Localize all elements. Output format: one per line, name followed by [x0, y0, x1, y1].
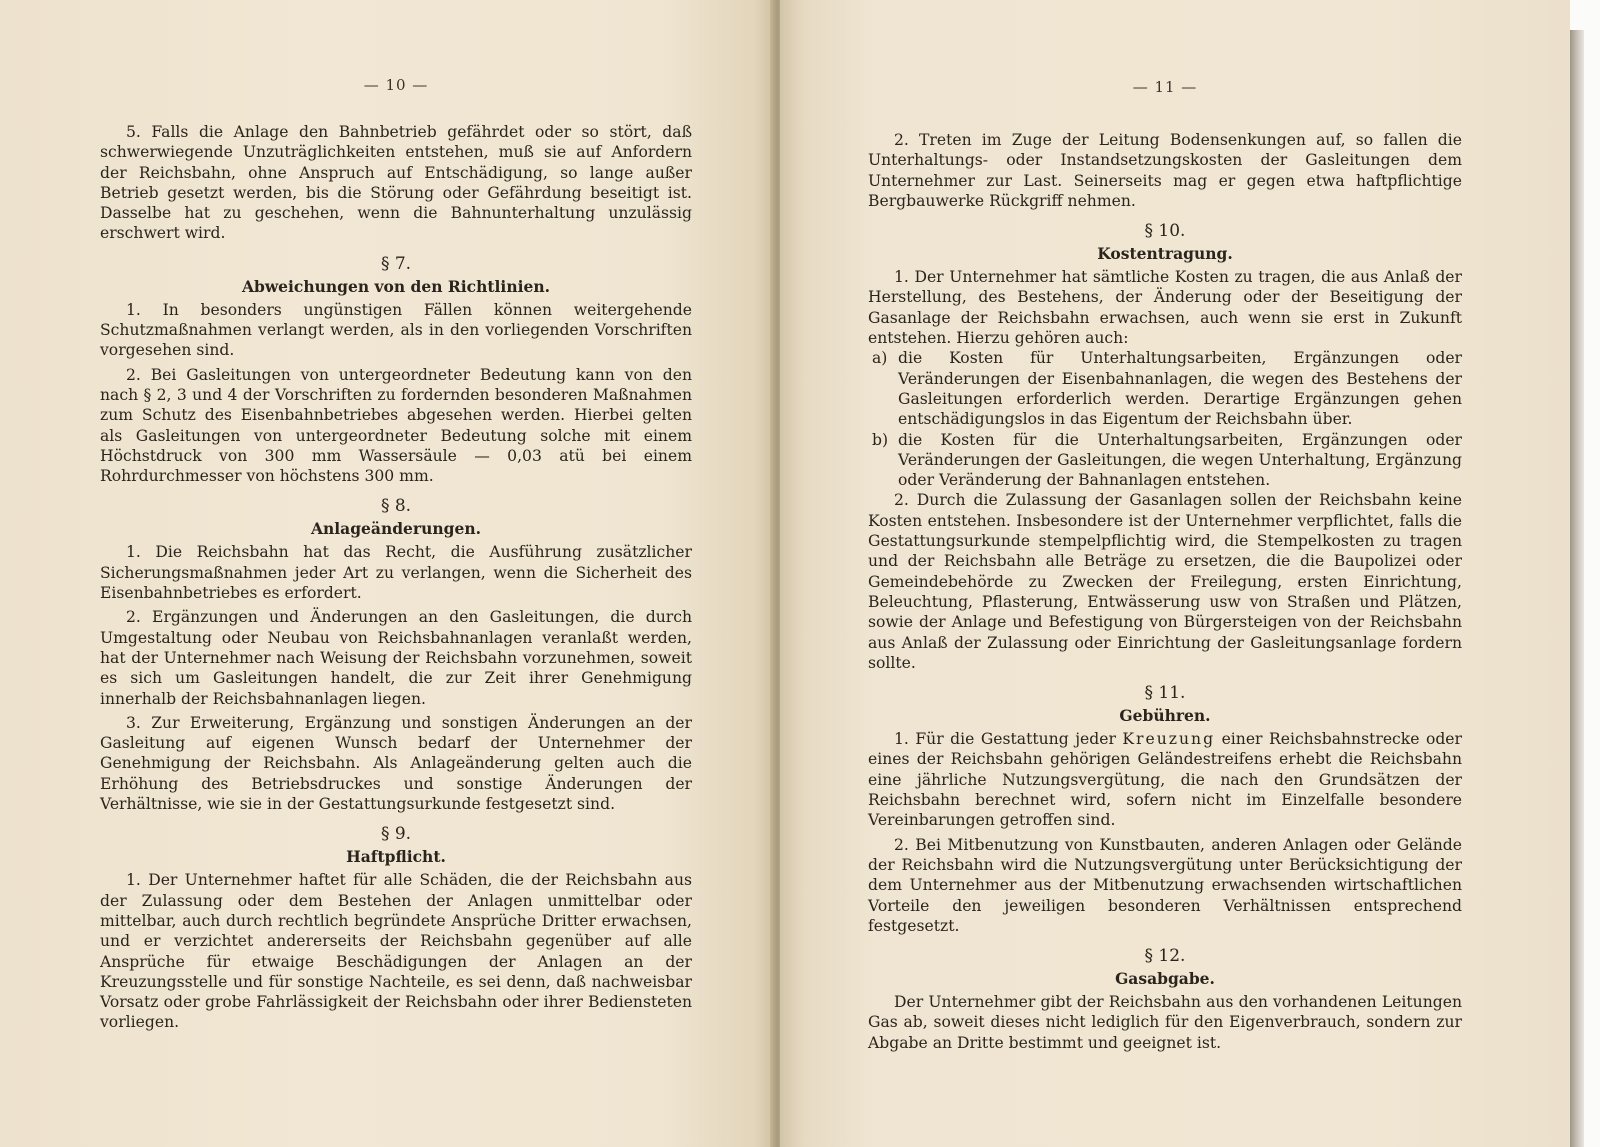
paragraph: 2. Bei Gasleitungen von untergeordneter Bedeutung kann von den nach § 2, 3 und 4 der Vorschriften zu fordernden besonderen Maßnahmen zum Schutz des Eisenbahnbetriebes abgesehen werden. Hierbei gelten als Gasleitungen von untergeordneter Bedeutung solche mit einem Höchstdruck von 300 mm Wassersäule — 0,03 atü bei einem Rohrdurchmesser von höchstens 300 mm. — [100, 365, 692, 486]
paragraph: Der Unternehmer gibt der Reichsbahn aus den vorhandenen Leitungen Gas ab, soweit dieses nicht lediglich für den Eigenverbrauch, sondern zur Abgabe an Dritte bestimmt und geeignet ist. — [868, 993, 1462, 1052]
list-label: b) — [872, 430, 889, 449]
section-number: § 11. — [1144, 683, 1186, 704]
paragraph-text: 1. Für die Gestattung jeder — [894, 730, 1123, 749]
paragraph: 1. Der Unternehmer haftet für alle Schäden, die der Reichsbahn aus der Zulassung oder dem Bestehen der Anlagen unmittelbar oder mittelbar, auch durch rechtlich begründete Ansprüche Dritter erwachsen, und er verzichtet andererseits der Reichsbahn gegenüber auf alle Ansprüche für etwaige Beschädigungen der Anlagen an der Kreuzungsstelle und für sonstige Nachteile, es sei denn, daß nachweisbar Vorsatz oder grobe Fahrlässigkeit der Reichsbahn oder ihrer Bediensteten vorliegen. — [100, 871, 692, 1032]
list-text: die Kosten für die Unterhaltungsarbeiten, Ergänzungen oder Veränderungen der Gasleitungen, die wegen Unterhaltung, Ergänzung oder Veränderung der Bahnanlagen entstehen. — [898, 430, 1462, 490]
page-number: — 10 — — [363, 76, 429, 94]
left-page — [0, 0, 778, 1147]
section-number: § 10. — [1144, 221, 1186, 242]
list-label: a) — [872, 349, 888, 368]
list-item — [868, 348, 1462, 429]
paragraph: 1. Die Reichsbahn hat das Recht, die Ausführung zusätzlicher Sicherungsmaßnahmen jeder Art zu verlangen, wenn die Sicherheit des Eisenbahnbetriebes es erfordert. — [100, 543, 692, 603]
list-item — [868, 430, 1462, 491]
section-title: Anlageänderungen. — [310, 519, 481, 539]
paragraph: 3. Zur Erweiterung, Ergänzung und sonstigen Änderungen an der Gasleitung auf eigenen Wunsch bedarf der Unternehmer der Genehmigung der Reichsbahn. Als Anlageänderung gelten auch die Erhöhung des Betriebsdruckes und sonstige Änderungen der Verhältnisse, wie sie in der Gestattungsurkunde festgesetzt sind. — [100, 713, 692, 814]
paragraph-text: einer Reichsbahnstrecke oder eines der Reichsbahn gehörigen Geländestreifens erhebt die Reichsbahn eine jährliche Nutzungsvergütung, die nach den Grundsätzen der Reichsbahn berechnet wird, sofern nicht im Einzelfalle besondere Vereinbarungen getroffen sind. — [868, 730, 1462, 830]
paragraph: 1. In besonders ungünstigen Fällen können weitergehende Schutzmaßnahmen verlangt werden, als in den vorliegenden Vorschriften vorgesehen sind. — [100, 300, 692, 360]
section-title: Abweichungen von den Richtlinien. — [241, 276, 551, 296]
paragraph: 1. Der Unternehmer hat sämtliche Kosten zu tragen, die aus Anlaß der Herstellung, des Bestehens, der Änderung oder der Beseitigung der Gasanlage der Reichsbahn erwachsen, auch wenn sie erst in Zukunft entstehen. Hierzu gehören auch: — [868, 268, 1462, 348]
paragraph: 5. Falls die Anlage den Bahnbetrieb gefährdet oder so stört, daß schwerwiegende Unzuträglichkeiten entstehen, muß sie auf Anfordern der Reichsbahn, ohne Anspruch auf Entschädigung, so lange außer Betrieb gesetzt werden, bis die Störung oder Gefährdung beseitigt ist. Dasselbe hat zu geschehen, wenn die Bahnunterhaltung unzulässig erschwert wird. — [100, 123, 692, 243]
section-title: Haftpflicht. — [346, 847, 446, 867]
paragraph: 2. Bei Mitbenutzung von Kunstbauten, anderen Anlagen oder Gelände der Reichsbahn wird die Nutzungsvergütung unter Berücksichtigung der dem Unternehmer aus der Mitbenutzung erwachsenden wirtschaftlichen Vorteile den jeweiligen besonderen Verhältnissen entsprechend festgesetzt. — [868, 835, 1462, 935]
list-text: die Kosten für Unterhaltungsarbeiten, Ergänzungen oder Veränderungen der Eisenbahnanlagen, die wegen des Bestehens der Gasleitungen erforderlich werden. Derartige Ergänzungen gehen entschädigungslos in das Eigentum der Reichsbahn über. — [898, 349, 1462, 429]
section-number: § 7. — [380, 253, 412, 274]
paragraph: 2. Durch die Zulassung der Gasanlagen sollen der Reichsbahn keine Kosten entstehen. Insbesondere ist der Unternehmer verpflichtet, falls die Gestattungsurkunde stempelpflichtig wird, die Stempelkosten zu tragen und der Reichsbahn alle Beträge zu ersetzen, die die Baupolizei oder Gemeindebehörde zu Zwecken der Freilegung, ersten Einrichtung, Beleuchtung, Pflasterung, Entwässerung usw von Straßen und Plätzen, sowie der Anlage und Befestigung von Bürgersteigen von der Reichsbahn aus Anlaß der Zulassung oder Einrichtung der Gasleitungsanlage fordern sollte. — [868, 491, 1462, 672]
section-number: § 12. — [1144, 946, 1186, 967]
paragraph: 2. Treten im Zuge der Leitung Bodensenkungen auf, so fallen die Unterhaltungs- oder Instandsetzungskosten der Gasleitungen dem Unternehmer zur Last. Seinerseits mag er gegen etwa haftpflichtige Bergbauwerke Rückgriff nehmen. — [868, 131, 1462, 210]
section-title: Gasabgabe. — [1115, 969, 1215, 989]
spaced-word: Kreuzung — [1122, 730, 1216, 749]
book-edge-shadow — [1570, 30, 1584, 1147]
paragraph: 2. Ergänzungen und Änderungen an den Gasleitungen, die durch Umgestaltung oder Neubau von Reichsbahnanlagen veranlaßt werden, hat der Unternehmer nach Weisung der Reichsbahn vorzunehmen, soweit es sich um Gasleitungen handelt, die zur Zeit ihrer Genehmigung innerhalb der Reichsbahnanlagen liegen. — [100, 608, 692, 708]
section-title: Gebühren. — [1119, 706, 1211, 726]
section-title: Kostentragung. — [1097, 244, 1233, 264]
section-number: § 9. — [380, 824, 412, 845]
right-page — [780, 0, 1570, 1147]
page-number: — 11 — — [1132, 78, 1198, 96]
paragraph — [868, 729, 1462, 830]
section-number: § 8. — [380, 496, 412, 517]
